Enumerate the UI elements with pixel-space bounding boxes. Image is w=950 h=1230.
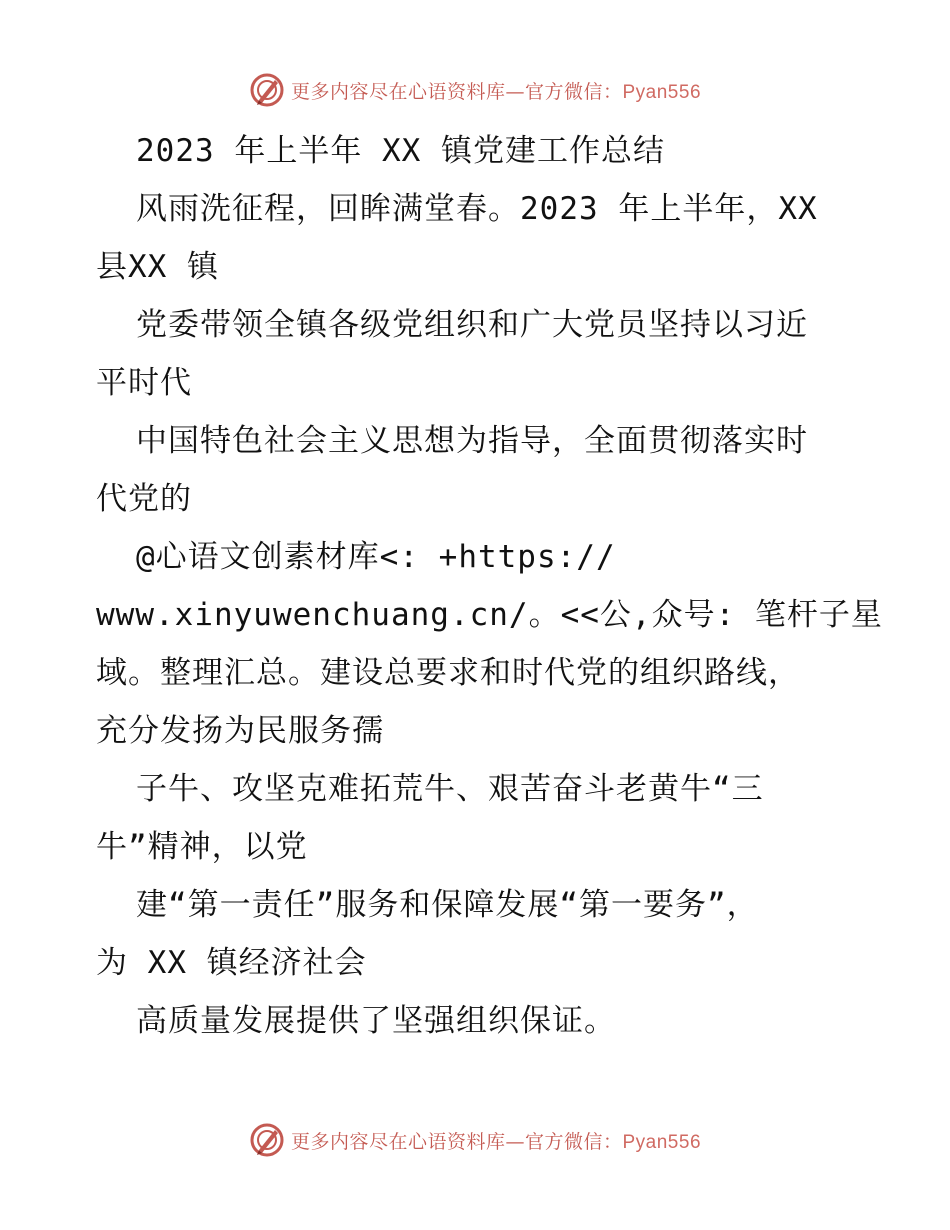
doc-title: 2023 年上半年 XX 镇党建工作总结 — [136, 133, 665, 169]
wechat-id: Pyan556 — [622, 81, 702, 103]
doc-line: 代党的 — [96, 481, 192, 517]
pen-logo-icon — [249, 1122, 285, 1158]
watermark-inner — [249, 1122, 701, 1158]
doc-line: 建“第一责任”服务和保障发展“第一要务”， — [136, 887, 759, 923]
footer-watermark — [0, 1120, 950, 1160]
doc-line: 风雨洗征程，回眸满堂春。2023 年上半年，XX — [136, 191, 818, 227]
watermark-text: 更多内容尽在心语资料库—官方微信：Pyan556 — [290, 80, 702, 103]
header-watermark — [0, 70, 950, 110]
doc-line: www.xinyuwenchuang.cn/。<<公,众号: 笔杆子星 — [96, 597, 883, 633]
watermark-inner — [249, 72, 701, 108]
doc-line: 为 XX 镇经济社会 — [96, 945, 367, 981]
doc-line: 充分发扬为民服务孺 — [96, 713, 384, 749]
doc-line: 子牛、攻坚克难拓荒牛、艰苦奋斗老黄牛“三 — [136, 771, 764, 807]
doc-line: 牛”精神，以党 — [96, 829, 308, 865]
doc-line: 高质量发展提供了坚强组织保证。 — [136, 1003, 616, 1039]
watermark-text: 更多内容尽在心语资料库—官方微信：Pyan556 — [290, 1130, 702, 1153]
document-body — [96, 122, 883, 1050]
doc-line: 域。整理汇总。建设总要求和时代党的组织路线， — [96, 655, 800, 691]
pen-logo-icon — [249, 72, 285, 108]
wechat-id: Pyan556 — [622, 1131, 702, 1153]
doc-line: 党委带领全镇各级党组织和广大党员坚持以习近 — [136, 307, 808, 343]
doc-line: 平时代 — [96, 365, 192, 401]
doc-line: @心语文创素材库<: +https:// — [136, 539, 616, 575]
doc-line: 县XX 镇 — [96, 249, 219, 285]
doc-line: 中国特色社会主义思想为指导，全面贯彻落实时 — [136, 423, 808, 459]
